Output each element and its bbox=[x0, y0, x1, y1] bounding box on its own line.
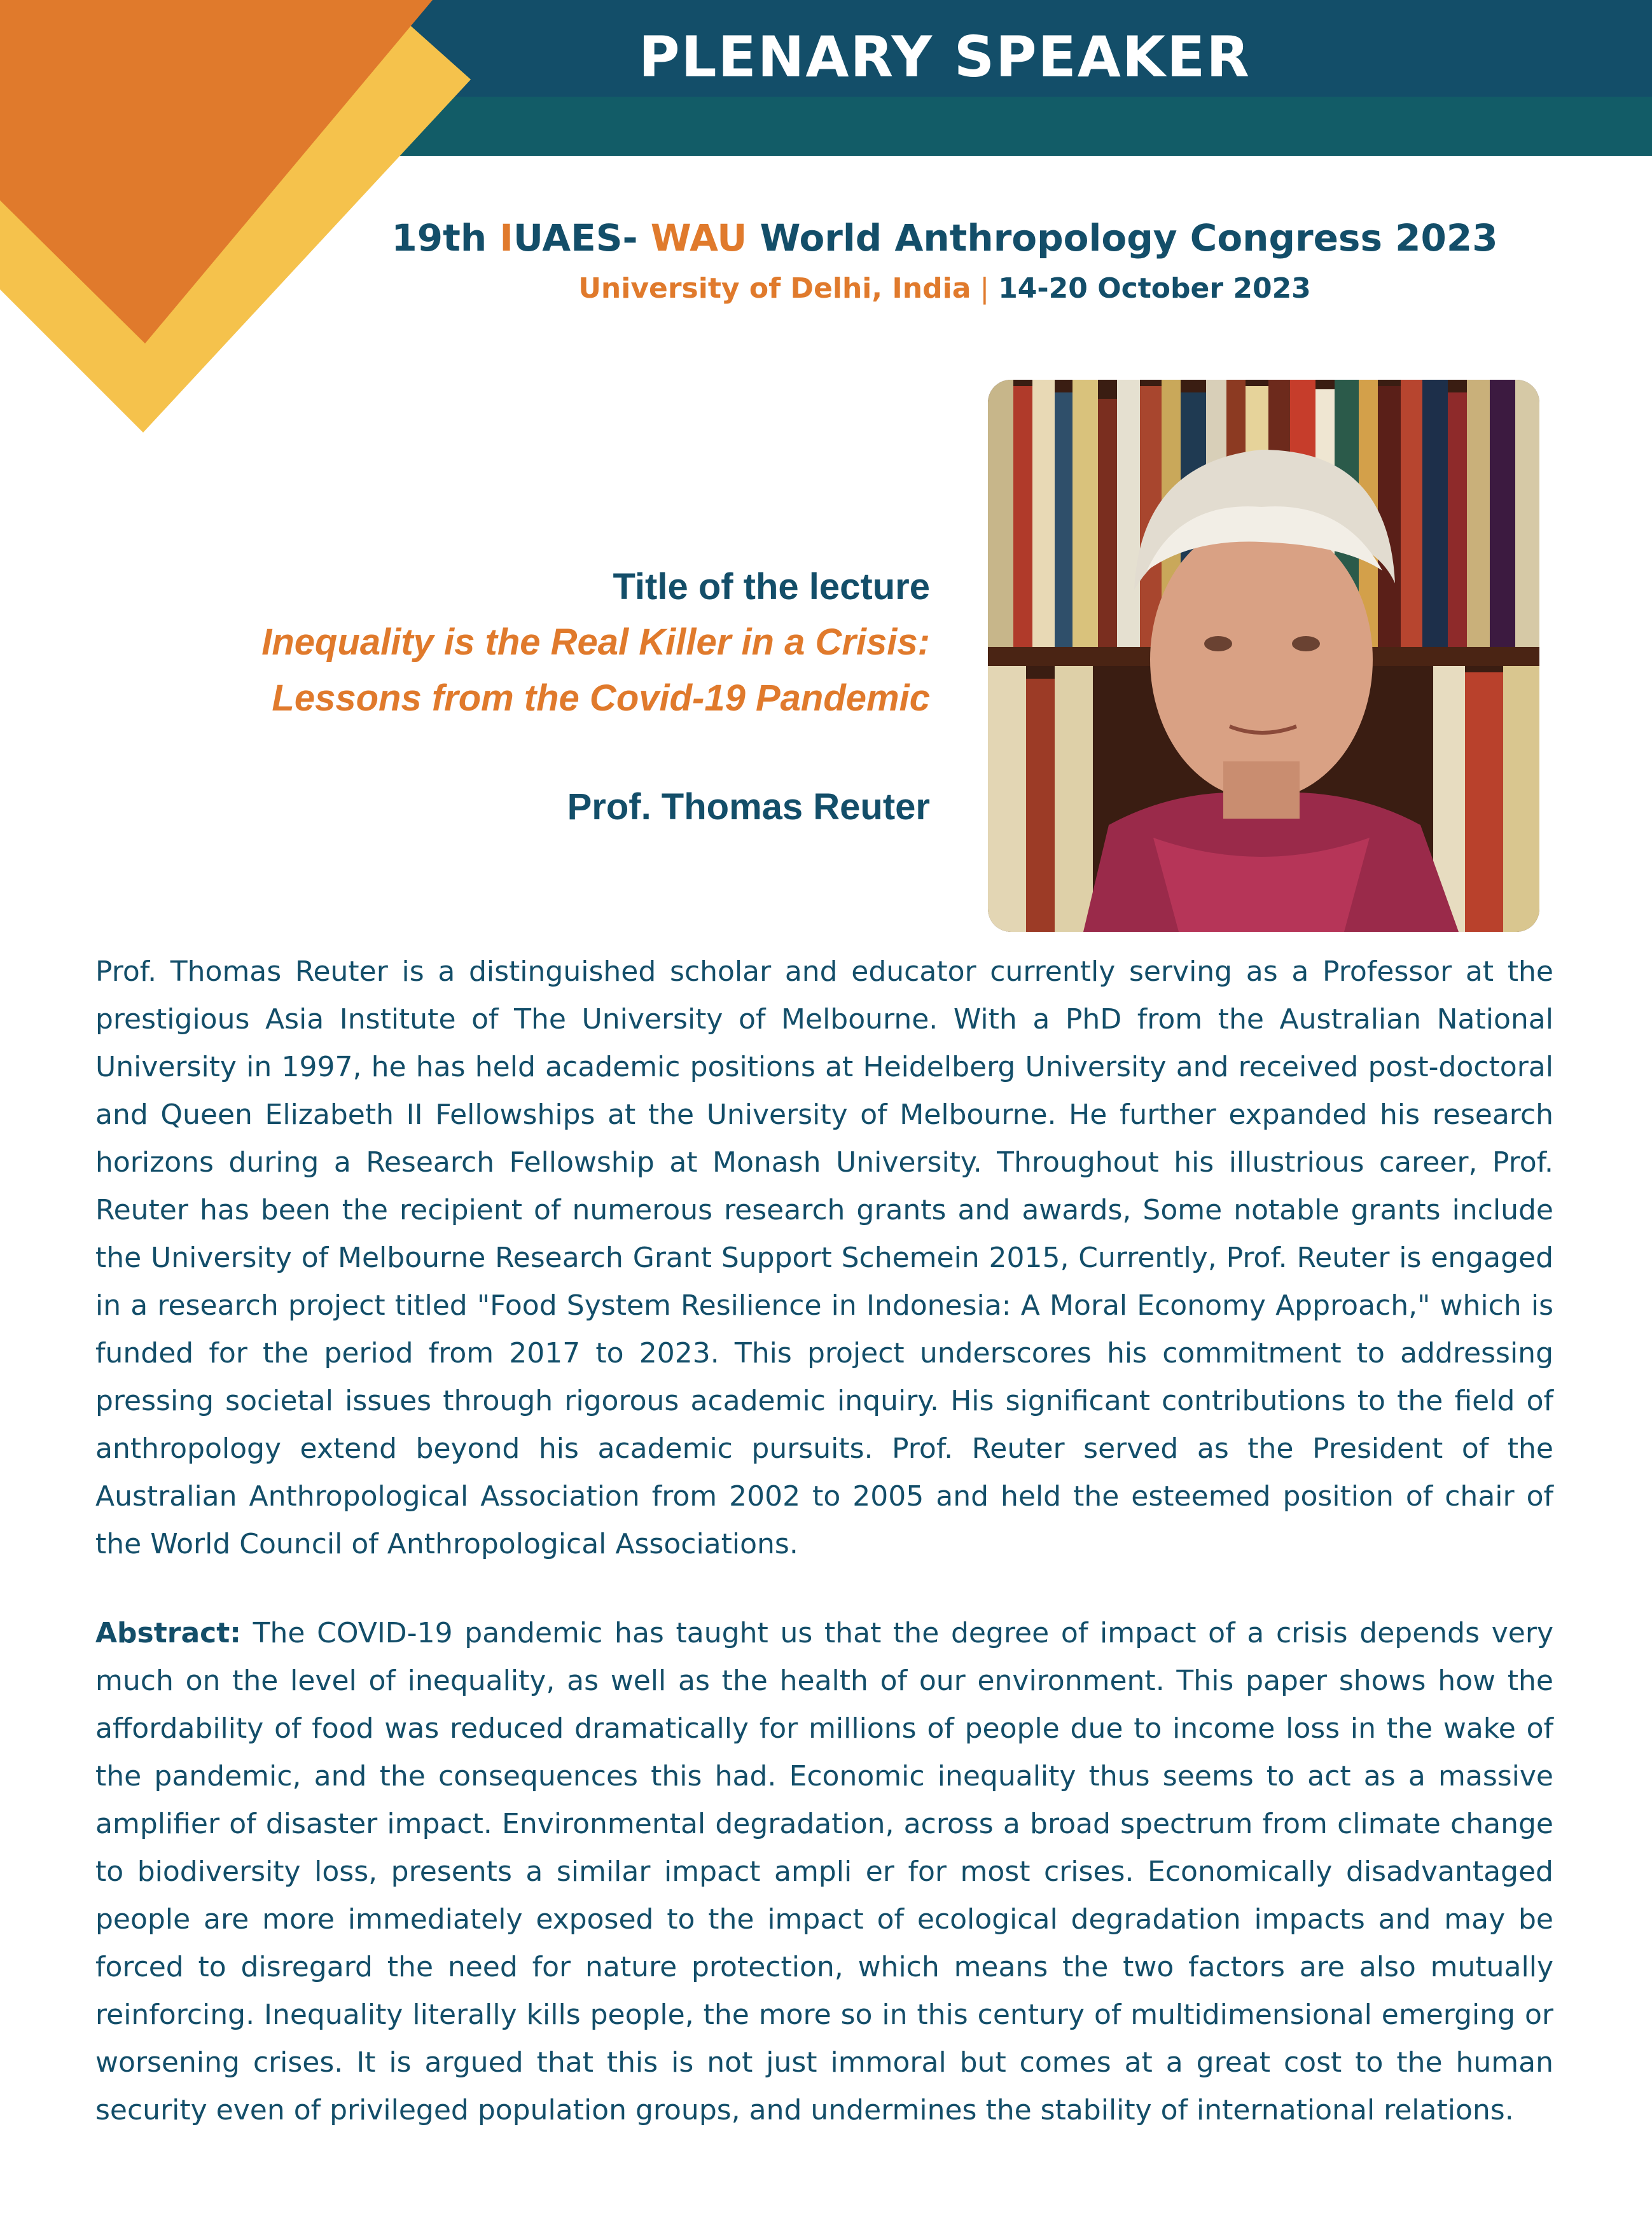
speaker-photo bbox=[988, 380, 1539, 932]
page-title: PLENARY SPEAKER bbox=[639, 24, 1251, 90]
abstract-label: Abstract: bbox=[95, 1617, 241, 1649]
venue-place: University of Delhi, India bbox=[578, 272, 971, 305]
speaker-name: Prof. Thomas Reuter bbox=[567, 786, 930, 828]
lecture-label: Title of the lecture bbox=[613, 566, 930, 607]
lecture-title: Inequality is the Real Killer in a Crisis: Lessons from the Covid-19 Pandemic bbox=[261, 621, 930, 719]
congress-accent-wau: WAU bbox=[650, 216, 747, 260]
venue-line bbox=[0, 272, 1652, 305]
lecture-block bbox=[127, 560, 930, 835]
congress-suffix: World Anthropology Congress 2023 bbox=[747, 216, 1498, 260]
congress-prefix: 19th bbox=[391, 216, 500, 260]
venue-separator: | bbox=[971, 272, 999, 305]
abstract-text: The COVID-19 pandemic has taught us that the degree of impact of a crisis depends very much on the level of inequality, as well as the health of our environment. This paper shows how the affordability of food was reduced dramatically for millions of people due to income loss in the wake of the pandemic, and the consequences this had. Economic inequality thus seems to act as a massive amplifier of disaster impact. Environmental degradation, across a broad spectrum from climate change to biodiversity loss, presents a similar impact ampli er for most crises. Economically disadvantaged people are more immediately exposed to the impact of ecological degradation impacts and may be forced to disregard the need for nature protection, which means the two factors are also mutually reinforcing. Inequality literally kills people, the more so in this century of multidimensional emerging or worsening crises. It is argued that this is not just immoral but comes at a great cost to the human security even of privileged population groups, and undermines the stability of international relations. bbox=[95, 1617, 1553, 2126]
congress-title bbox=[0, 216, 1652, 260]
venue-dates: 14-20 October 2023 bbox=[998, 272, 1311, 305]
congress-part: UAES- bbox=[513, 216, 651, 260]
speaker-bio: Prof. Thomas Reuter is a distinguished scholar and educator currently serving as a Professor at the prestigious Asia Institute of The University of Melbourne. With a PhD from the Australian National University in 1997, he has held academic positions at Heidelberg University and received post-doctoral and Queen Elizabeth II Fellowships at the University of Melbourne. He further expanded his research horizons during a Research Fellowship at Monash University. Throughout his illustrious career, Prof. Reuter has been the recipient of numerous research grants and awards, Some notable grants include the University of Melbourne Research Grant Support Schemein 2015, Currently, Prof. Reuter is engaged in a research project titled "Food System Resilience in Indonesia: A Moral Economy Approach," which is funded for the period from 2017 to 2023. This project underscores his commitment to addressing pressing societal issues through rigorous academic inquiry. His significant contributions to the field of anthropology extend beyond his academic pursuits. Prof. Reuter served as the President of the Australian Anthropological Association from 2002 to 2005 and held the esteemed position of chair of the World Council of Anthropological Associations. bbox=[95, 955, 1553, 1560]
congress-accent-i: I bbox=[499, 216, 513, 260]
abstract-paragraph bbox=[95, 1609, 1553, 2134]
